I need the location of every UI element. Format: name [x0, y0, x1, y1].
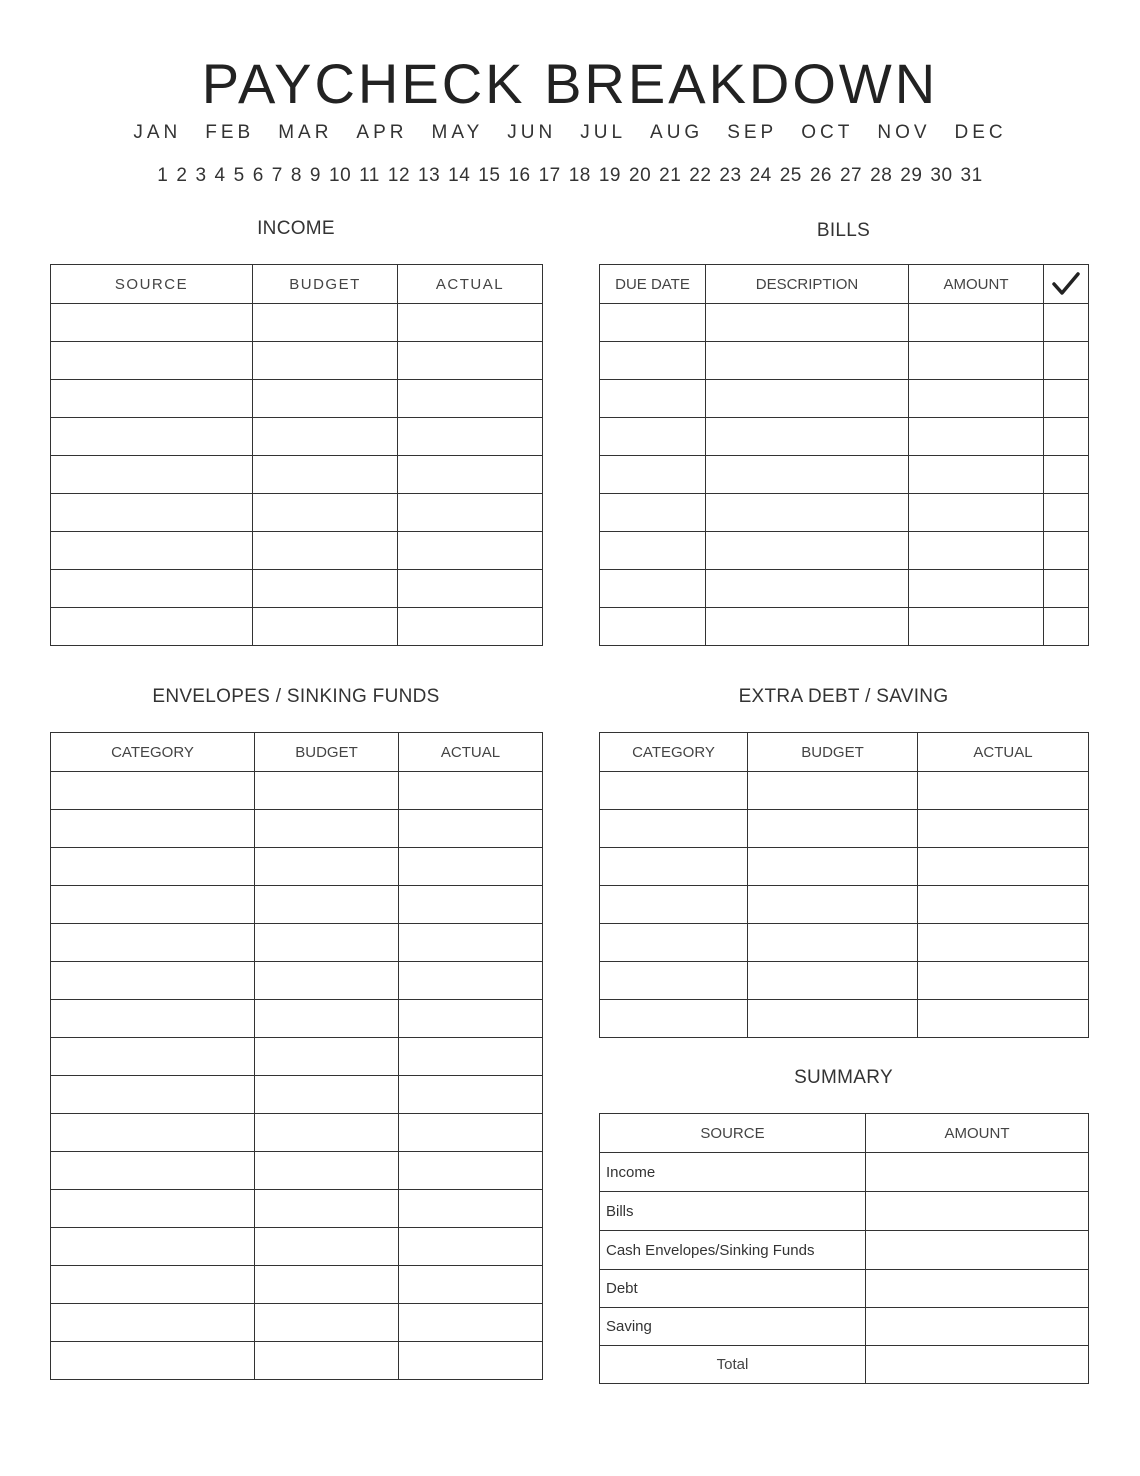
month-option[interactable]: JAN — [133, 122, 182, 143]
envelopes-cell[interactable] — [51, 1114, 255, 1152]
envelopes-cell[interactable] — [399, 1342, 543, 1380]
summary-row — [600, 1308, 1089, 1346]
envelopes-cell[interactable] — [399, 924, 543, 962]
income-cell[interactable] — [253, 532, 398, 570]
table-row — [600, 886, 1089, 924]
table-row — [600, 924, 1089, 962]
month-selector — [0, 122, 1140, 144]
envelopes-cell[interactable] — [51, 1038, 255, 1076]
extra-section-title: EXTRA DEBT / SAVING — [738, 686, 949, 707]
table-row — [51, 418, 543, 456]
column-header: ACTUAL — [399, 733, 543, 772]
paid-column-header — [1044, 265, 1089, 304]
extra-cell[interactable] — [748, 810, 918, 848]
day-option[interactable]: 9 — [309, 165, 321, 186]
income-cell[interactable] — [398, 304, 543, 342]
bills-cell[interactable] — [706, 570, 909, 608]
month-option[interactable]: SEP — [727, 122, 778, 143]
bills-cell[interactable] — [909, 570, 1044, 608]
table-row — [51, 810, 543, 848]
day-option[interactable]: 25 — [779, 165, 802, 186]
table-row — [51, 886, 543, 924]
envelopes-cell[interactable] — [51, 1342, 255, 1380]
envelopes-cell[interactable] — [399, 1152, 543, 1190]
envelopes-cell[interactable] — [399, 1266, 543, 1304]
summary-amount-cell[interactable] — [866, 1192, 1089, 1231]
envelopes-cell[interactable] — [399, 810, 543, 848]
envelopes-cell[interactable] — [255, 772, 399, 810]
day-option[interactable]: 30 — [930, 165, 953, 186]
extra-cell[interactable] — [918, 886, 1089, 924]
day-option[interactable]: 27 — [839, 165, 863, 186]
income-table — [50, 264, 543, 646]
envelopes-cell[interactable] — [399, 848, 543, 886]
table-header-row — [600, 1114, 1089, 1153]
checkmark-icon — [1050, 270, 1082, 298]
summary-amount-cell[interactable] — [866, 1153, 1089, 1192]
envelopes-cell[interactable] — [255, 1304, 399, 1342]
envelopes-cell[interactable] — [399, 962, 543, 1000]
summary-table — [599, 1113, 1089, 1384]
bills-cell[interactable] — [600, 418, 706, 456]
table-row — [51, 1038, 543, 1076]
bills-cell[interactable] — [600, 608, 706, 646]
month-option[interactable]: OCT — [801, 122, 854, 143]
income-cell[interactable] — [253, 570, 398, 608]
column-header: CATEGORY — [600, 733, 748, 772]
envelopes-cell[interactable] — [51, 1152, 255, 1190]
bills-section-title: BILLS — [816, 220, 871, 241]
table-header-row — [600, 733, 1089, 772]
extra-cell[interactable] — [918, 772, 1089, 810]
month-option[interactable]: APR — [356, 122, 408, 143]
extra-cell[interactable] — [918, 924, 1089, 962]
table-row — [51, 1266, 543, 1304]
month-option[interactable]: MAR — [278, 122, 333, 143]
day-option[interactable]: 4 — [214, 165, 226, 186]
table-row — [600, 810, 1089, 848]
column-header: CATEGORY — [51, 733, 255, 772]
bills-cell[interactable] — [600, 380, 706, 418]
envelopes-cell[interactable] — [51, 1190, 255, 1228]
envelopes-cell[interactable] — [255, 848, 399, 886]
bills-cell[interactable] — [1044, 494, 1089, 532]
summary-amount-cell[interactable] — [866, 1231, 1089, 1270]
day-option[interactable]: 22 — [689, 165, 712, 186]
envelopes-cell[interactable] — [255, 810, 399, 848]
envelopes-cell[interactable] — [255, 1228, 399, 1266]
day-option[interactable]: 15 — [478, 165, 501, 186]
income-cell[interactable] — [51, 418, 253, 456]
table-header-row — [51, 265, 543, 304]
bills-table — [599, 264, 1089, 646]
envelopes-cell[interactable] — [399, 1076, 543, 1114]
income-cell[interactable] — [253, 342, 398, 380]
table-row — [51, 1152, 543, 1190]
income-cell[interactable] — [51, 456, 253, 494]
income-cell[interactable] — [51, 304, 253, 342]
envelopes-cell[interactable] — [51, 1266, 255, 1304]
income-section-title: INCOME — [257, 218, 335, 239]
extra-cell[interactable] — [600, 962, 748, 1000]
bills-cell[interactable] — [600, 304, 706, 342]
envelopes-cell[interactable] — [51, 886, 255, 924]
envelopes-cell[interactable] — [51, 924, 255, 962]
envelopes-cell[interactable] — [255, 886, 399, 924]
day-option[interactable]: 17 — [538, 165, 561, 186]
column-header: SOURCE — [600, 1114, 866, 1153]
table-row — [51, 962, 543, 1000]
day-option[interactable]: 14 — [448, 165, 471, 186]
day-option[interactable]: 21 — [659, 165, 682, 186]
extra-cell[interactable] — [748, 886, 918, 924]
table-row — [600, 418, 1089, 456]
day-option[interactable]: 24 — [749, 165, 772, 186]
table-row — [600, 456, 1089, 494]
summary-row-label: Income — [600, 1153, 866, 1192]
extra-cell[interactable] — [600, 924, 748, 962]
day-option[interactable]: 12 — [387, 165, 411, 186]
income-cell[interactable] — [398, 380, 543, 418]
income-cell[interactable] — [398, 418, 543, 456]
extra-cell[interactable] — [600, 1000, 748, 1038]
table-row — [51, 1228, 543, 1266]
bills-cell[interactable] — [909, 494, 1044, 532]
table-row — [51, 1114, 543, 1152]
summary-row-label: Cash Envelopes/Sinking Funds — [600, 1231, 866, 1270]
month-option[interactable]: AUG — [650, 122, 704, 143]
summary-amount-cell[interactable] — [866, 1270, 1089, 1308]
income-cell[interactable] — [398, 570, 543, 608]
month-option[interactable]: JUN — [507, 122, 557, 143]
table-row — [51, 1000, 543, 1038]
income-cell[interactable] — [51, 494, 253, 532]
envelopes-cell[interactable] — [255, 1000, 399, 1038]
income-cell[interactable] — [51, 380, 253, 418]
bills-cell[interactable] — [1044, 380, 1089, 418]
bills-cell[interactable] — [706, 342, 909, 380]
column-header: AMOUNT — [866, 1114, 1089, 1153]
table-row — [600, 570, 1089, 608]
envelopes-cell[interactable] — [255, 1266, 399, 1304]
bills-cell[interactable] — [909, 418, 1044, 456]
table-row — [51, 772, 543, 810]
table-row — [600, 962, 1089, 1000]
summary-row-label: Bills — [600, 1192, 866, 1231]
bills-cell[interactable] — [1044, 608, 1089, 646]
day-option[interactable]: 10 — [329, 165, 352, 186]
table-row — [51, 1342, 543, 1380]
bills-cell[interactable] — [909, 608, 1044, 646]
table-row — [600, 848, 1089, 886]
month-option[interactable]: MAY — [431, 122, 484, 143]
envelopes-cell[interactable] — [51, 1228, 255, 1266]
day-selector — [0, 165, 1140, 187]
bills-cell[interactable] — [706, 494, 909, 532]
day-option[interactable]: 13 — [418, 165, 441, 186]
column-header: BUDGET — [253, 265, 398, 304]
bills-cell[interactable] — [706, 380, 909, 418]
bills-cell[interactable] — [706, 608, 909, 646]
income-cell[interactable] — [398, 532, 543, 570]
table-row — [51, 1076, 543, 1114]
summary-row — [600, 1231, 1089, 1270]
summary-row-label: Saving — [600, 1308, 866, 1346]
extra-cell[interactable] — [918, 848, 1089, 886]
extra-cell[interactable] — [918, 962, 1089, 1000]
table-row — [600, 1000, 1089, 1038]
table-row — [51, 532, 543, 570]
bills-cell[interactable] — [909, 532, 1044, 570]
bills-cell[interactable] — [1044, 570, 1089, 608]
bills-cell[interactable] — [909, 304, 1044, 342]
table-header-row — [600, 265, 1089, 304]
day-option[interactable]: 16 — [508, 165, 531, 186]
income-cell[interactable] — [51, 532, 253, 570]
envelopes-cell[interactable] — [255, 1342, 399, 1380]
day-option[interactable]: 28 — [870, 165, 893, 186]
envelopes-cell[interactable] — [399, 1190, 543, 1228]
bills-cell[interactable] — [1044, 456, 1089, 494]
envelopes-cell[interactable] — [255, 1114, 399, 1152]
bills-cell[interactable] — [706, 304, 909, 342]
extra-cell[interactable] — [748, 772, 918, 810]
extra-cell[interactable] — [918, 1000, 1089, 1038]
table-row — [51, 342, 543, 380]
bills-cell[interactable] — [600, 342, 706, 380]
column-header: DUE DATE — [600, 265, 706, 304]
table-row — [51, 380, 543, 418]
envelopes-cell[interactable] — [399, 1228, 543, 1266]
summary-total-amount-cell[interactable] — [866, 1346, 1089, 1384]
column-header: ACTUAL — [918, 733, 1089, 772]
bills-cell[interactable] — [909, 456, 1044, 494]
column-header: BUDGET — [748, 733, 918, 772]
bills-cell[interactable] — [706, 532, 909, 570]
table-row — [600, 608, 1089, 646]
day-option[interactable]: 20 — [629, 165, 652, 186]
table-row — [51, 924, 543, 962]
column-header: AMOUNT — [909, 265, 1044, 304]
income-cell[interactable] — [51, 342, 253, 380]
envelopes-section-title: ENVELOPES / SINKING FUNDS — [152, 686, 440, 707]
column-header: DESCRIPTION — [706, 265, 909, 304]
bills-cell[interactable] — [600, 494, 706, 532]
income-cell[interactable] — [253, 608, 398, 646]
table-row — [51, 494, 543, 532]
column-header: SOURCE — [51, 265, 253, 304]
day-option[interactable]: 29 — [900, 165, 923, 186]
envelopes-cell[interactable] — [399, 1304, 543, 1342]
table-row — [600, 380, 1089, 418]
day-option[interactable]: 31 — [960, 165, 983, 186]
income-cell[interactable] — [253, 418, 398, 456]
envelopes-cell[interactable] — [51, 962, 255, 1000]
income-cell[interactable] — [51, 608, 253, 646]
envelopes-cell[interactable] — [51, 1304, 255, 1342]
summary-row — [600, 1192, 1089, 1231]
income-cell[interactable] — [253, 304, 398, 342]
table-row — [51, 608, 543, 646]
table-row — [51, 304, 543, 342]
envelopes-cell[interactable] — [399, 1000, 543, 1038]
envelopes-cell[interactable] — [255, 1190, 399, 1228]
envelopes-cell[interactable] — [255, 1038, 399, 1076]
bills-cell[interactable] — [600, 570, 706, 608]
income-cell[interactable] — [398, 342, 543, 380]
table-row — [51, 1304, 543, 1342]
summary-amount-cell[interactable] — [866, 1308, 1089, 1346]
summary-row — [600, 1270, 1089, 1308]
bills-cell[interactable] — [1044, 532, 1089, 570]
summary-section-title: SUMMARY — [794, 1067, 893, 1088]
extra-cell[interactable] — [600, 772, 748, 810]
summary-total-label: Total — [600, 1346, 866, 1384]
income-cell[interactable] — [253, 380, 398, 418]
day-option[interactable]: 8 — [290, 165, 302, 186]
envelopes-table — [50, 732, 543, 1380]
envelopes-cell[interactable] — [255, 1076, 399, 1114]
envelopes-cell[interactable] — [399, 1114, 543, 1152]
bills-cell[interactable] — [909, 380, 1044, 418]
income-cell[interactable] — [398, 494, 543, 532]
envelopes-cell[interactable] — [51, 1000, 255, 1038]
extra-cell[interactable] — [918, 810, 1089, 848]
table-header-row — [51, 733, 543, 772]
table-row — [51, 1190, 543, 1228]
envelopes-cell[interactable] — [399, 1038, 543, 1076]
extra-cell[interactable] — [600, 886, 748, 924]
month-option[interactable]: DEC — [954, 122, 1007, 143]
envelopes-cell[interactable] — [255, 962, 399, 1000]
table-row — [600, 494, 1089, 532]
day-option[interactable]: 23 — [719, 165, 742, 186]
bills-cell[interactable] — [1044, 342, 1089, 380]
month-option[interactable]: NOV — [877, 122, 931, 143]
day-option[interactable]: 11 — [359, 165, 380, 186]
table-row — [51, 456, 543, 494]
column-header: BUDGET — [255, 733, 399, 772]
envelopes-cell[interactable] — [51, 810, 255, 848]
extra-cell[interactable] — [748, 962, 918, 1000]
envelopes-cell[interactable] — [399, 772, 543, 810]
summary-row-label: Debt — [600, 1270, 866, 1308]
envelopes-cell[interactable] — [399, 886, 543, 924]
income-cell[interactable] — [398, 456, 543, 494]
day-option[interactable]: 3 — [195, 165, 207, 186]
month-option[interactable]: JUL — [580, 122, 627, 143]
envelopes-cell[interactable] — [255, 1152, 399, 1190]
table-row — [600, 342, 1089, 380]
summary-total-row — [600, 1346, 1089, 1384]
day-option[interactable]: 1 — [157, 165, 169, 186]
envelopes-cell[interactable] — [51, 772, 255, 810]
table-row — [51, 570, 543, 608]
day-option[interactable]: 26 — [809, 165, 832, 186]
day-option[interactable]: 5 — [233, 165, 245, 186]
bills-cell[interactable] — [1044, 418, 1089, 456]
extra-cell[interactable] — [748, 924, 918, 962]
income-cell[interactable] — [398, 608, 543, 646]
extra-debt-saving-table — [599, 732, 1089, 1038]
column-header: ACTUAL — [398, 265, 543, 304]
day-option[interactable]: 7 — [271, 165, 283, 186]
envelopes-cell[interactable] — [255, 924, 399, 962]
income-cell[interactable] — [253, 456, 398, 494]
bills-cell[interactable] — [1044, 304, 1089, 342]
day-option[interactable]: 18 — [568, 165, 591, 186]
bills-cell[interactable] — [706, 456, 909, 494]
income-cell[interactable] — [51, 570, 253, 608]
bills-cell[interactable] — [706, 418, 909, 456]
envelopes-cell[interactable] — [51, 1076, 255, 1114]
summary-row — [600, 1153, 1089, 1192]
table-row — [600, 532, 1089, 570]
table-row — [51, 848, 543, 886]
extra-cell[interactable] — [600, 810, 748, 848]
bills-cell[interactable] — [600, 532, 706, 570]
income-cell[interactable] — [253, 494, 398, 532]
extra-cell[interactable] — [600, 848, 748, 886]
extra-cell[interactable] — [748, 1000, 918, 1038]
page-title: PAYCHECK BREAKDOWN — [201, 52, 939, 115]
table-row — [600, 304, 1089, 342]
table-row — [600, 772, 1089, 810]
envelopes-cell[interactable] — [51, 848, 255, 886]
day-option[interactable]: 2 — [176, 165, 188, 186]
day-option[interactable]: 19 — [598, 165, 621, 186]
extra-cell[interactable] — [748, 848, 918, 886]
month-option[interactable]: FEB — [205, 122, 255, 143]
bills-cell[interactable] — [600, 456, 706, 494]
bills-cell[interactable] — [909, 342, 1044, 380]
day-option[interactable]: 6 — [252, 165, 264, 186]
